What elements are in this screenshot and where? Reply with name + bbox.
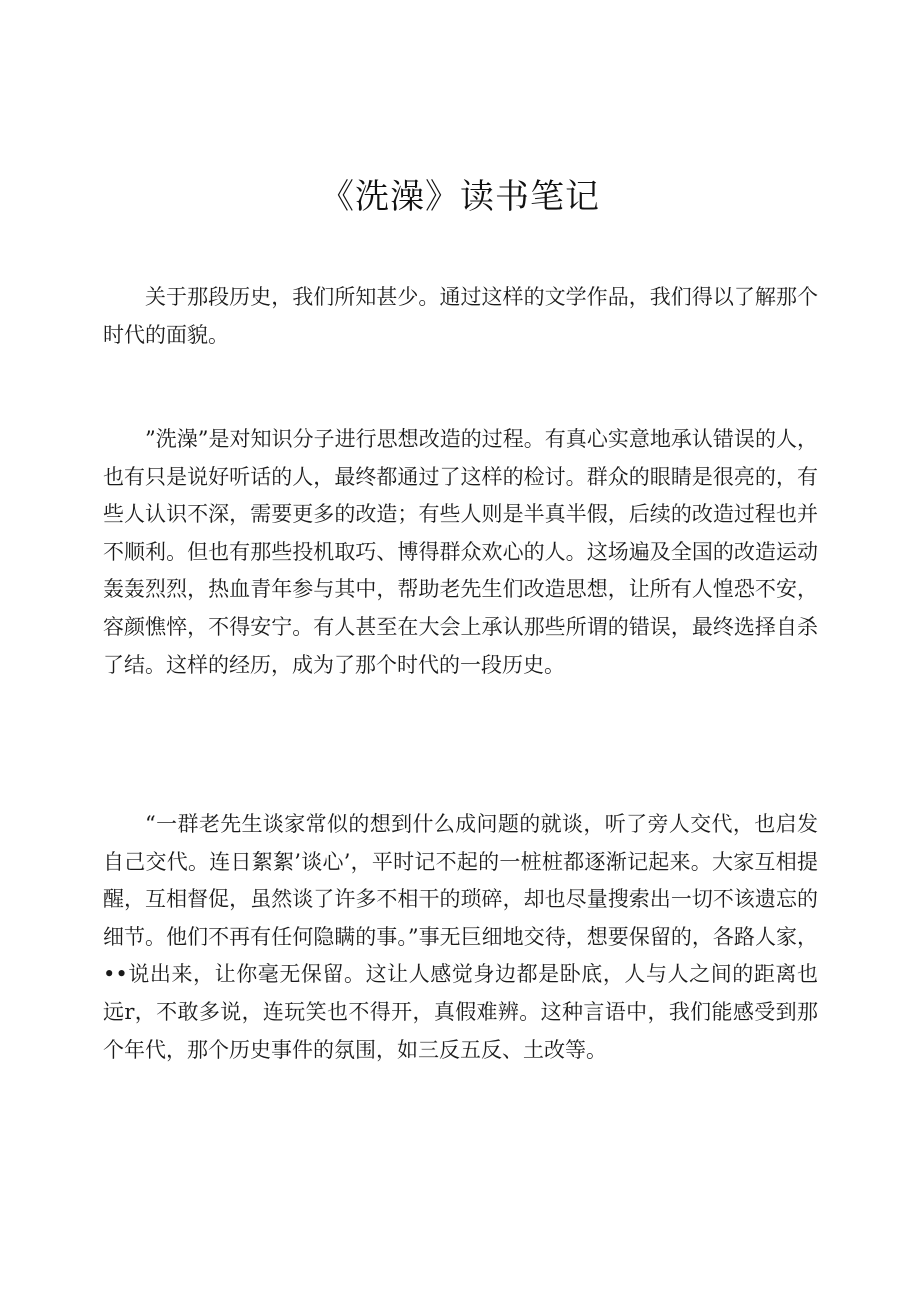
page-title: 《洗澡》读书笔记 [320, 177, 600, 217]
paragraph-xizao-process: ”洗澡”是对知识分子进行思想改造的过程。有真心实意地承认错误的人，也有只是说好听话的人，最终都通过了这样的检讨。群众的眼睛是很亮的，有些人认识不深，需要更多的改造；有些人则是半真半假，后续的改造过程也并不顺利。但也有那些投机取巧、博得群众欢心的人。这场遍及全国的改造运动轰轰烈烈，热血青年参与其中，帮助老先生们改造思想，让所有人惶恐不安，容颜憔悴，不得安宁。有人甚至在大会上承认那些所谓的错误，最终选择自杀了结。这样的经历，成为了那个时代的一段历史。 [103, 427, 818, 677]
paragraph-quote: “一群老先生谈家常似的想到什么成问题的就谈，听了旁人交代，也启发自己交代。连日絮絮’谈心’，平时记不起的一桩桩都逐渐记起来。大家互相提醒，互相督促，虽然谈了许多不相干的琐碎，却也尽量搜索出一切不该遗忘的细节。他们不再有任何隐瞒的事。”事无巨细地交待，想要保留的，各路人家，••说出来，让你毫无保留。这让人感觉身边都是卧底，人与人之间的距离也远r，不敢多说，连玩笑也不得开，真假难辨。这种言语中，我们能感受到那个年代，那个历史事件的氛围，如三反五反、土改等。 [103, 812, 818, 1062]
paragraph-intro: 关于那段历史，我们所知甚少。通过这样的文学作品，我们得以了解那个时代的面貌。 [103, 285, 818, 347]
